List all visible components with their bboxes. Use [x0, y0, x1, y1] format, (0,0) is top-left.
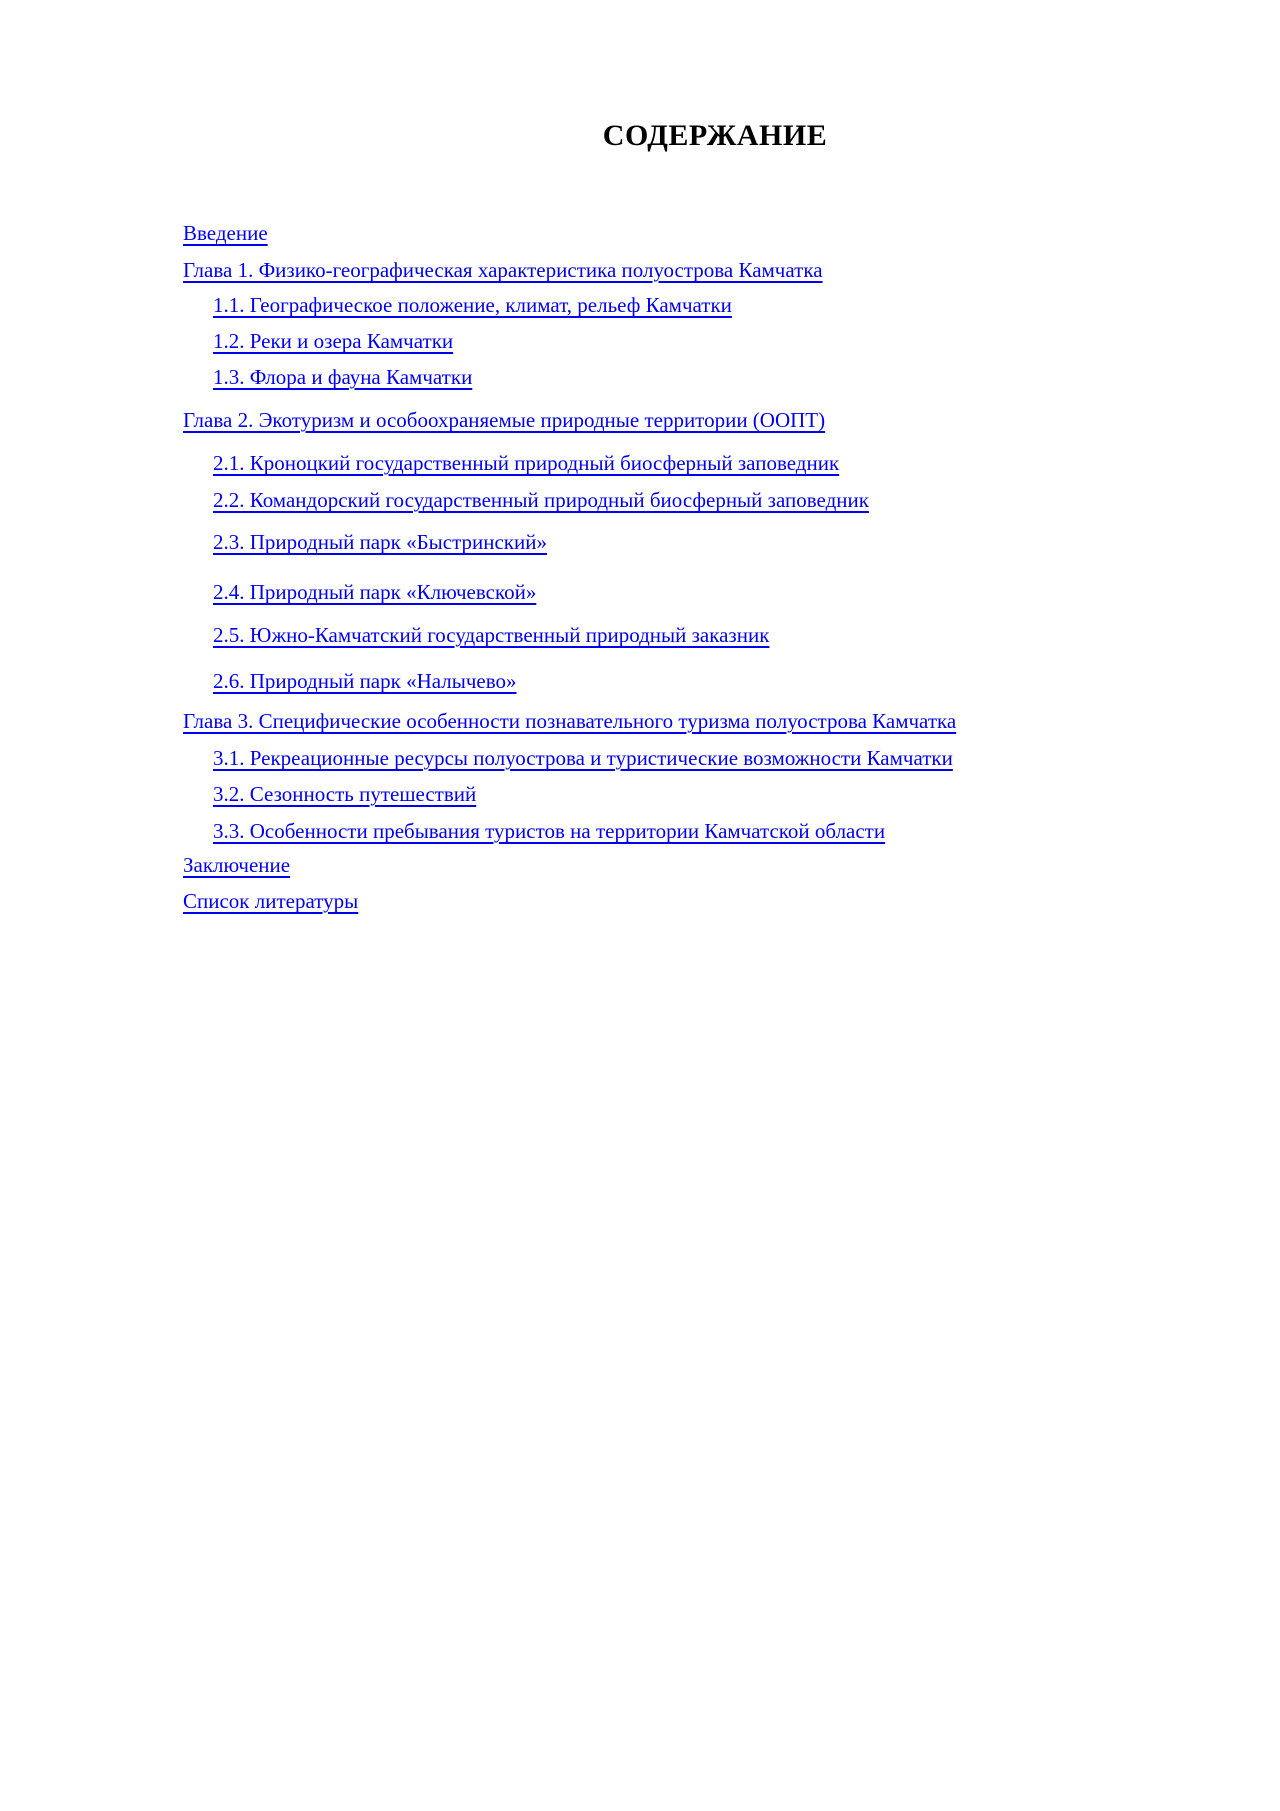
toc-link-section-2-3[interactable]: 2.3. Природный парк «Быстринский» — [213, 530, 547, 554]
page-title: СОДЕРЖАНИЕ — [602, 119, 828, 152]
toc-link-chapter-1[interactable]: Глава 1. Физико-географическая характеристика полуострова Камчатка — [183, 258, 823, 282]
toc-link-conclusion[interactable]: Заключение — [183, 853, 291, 877]
toc-link-bibliography[interactable]: Список литературы — [183, 889, 359, 913]
toc-link-section-2-6[interactable]: 2.6. Природный парк «Налычево» — [213, 669, 517, 693]
toc-link-introduction[interactable]: Введение — [183, 221, 268, 245]
toc-link-section-3-1[interactable]: 3.1. Рекреационные ресурсы полуострова и туристические возможности Камчатки — [213, 746, 953, 770]
toc-link-section-3-2[interactable]: 3.2. Сезонность путешествий — [213, 782, 477, 806]
toc-link-section-1-2[interactable]: 1.2. Реки и озера Камчатки — [213, 329, 454, 353]
toc-link-chapter-2[interactable]: Глава 2. Экотуризм и особоохраняемые природные территории (ООПТ) — [183, 408, 826, 432]
toc-link-section-2-1[interactable]: 2.1. Кроноцкий государственный природный биосферный заповедник — [213, 451, 840, 475]
toc-link-section-2-5[interactable]: 2.5. Южно-Камчатский государственный природный заказник — [213, 623, 770, 647]
toc-link-section-1-3[interactable]: 1.3. Флора и фауна Камчатки — [213, 365, 473, 389]
toc-link-chapter-3[interactable]: Глава 3. Специфические особенности познавательного туризма полуострова Камчатка — [183, 709, 957, 733]
toc-link-section-1-1[interactable]: 1.1. Географическое положение, климат, рельеф Камчатки — [213, 293, 732, 317]
toc-link-section-2-4[interactable]: 2.4. Природный парк «Ключевской» — [213, 580, 537, 604]
toc-link-section-2-2[interactable]: 2.2. Командорский государственный природный биосферный заповедник — [213, 488, 869, 512]
toc-link-section-3-3[interactable]: 3.3. Особенности пребывания туристов на территории Камчатской области — [213, 819, 886, 843]
